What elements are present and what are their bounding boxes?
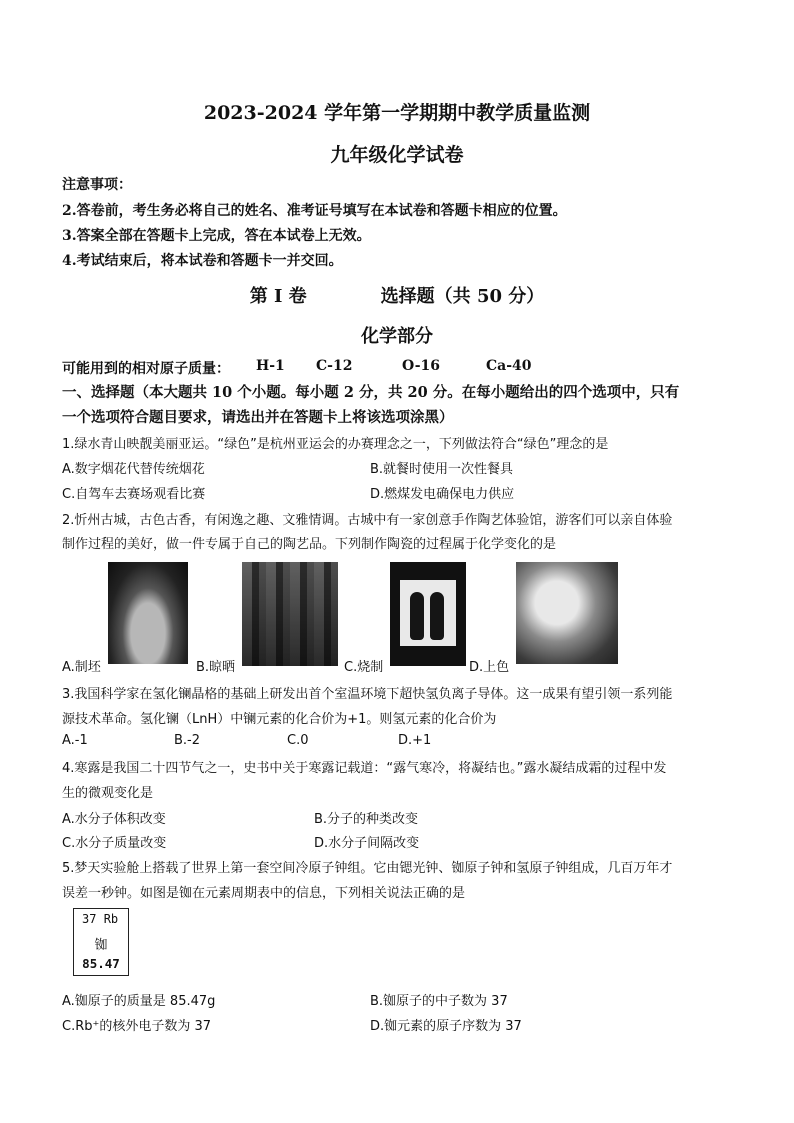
atomic-mass-item: Ca-40 — [486, 358, 532, 374]
question-1-option-d: D.燃煤发电确保电力供应 — [370, 487, 515, 502]
volume-part: 第 I 卷 — [249, 286, 307, 307]
note-item: 4.考试结束后，将本试卷和答题卡一并交回。 — [62, 253, 343, 269]
question-5-text: 5.梦天实验舱上搭载了世界上第一套空间冷原子钟组。它由锶光钟、铷原子钟和氢原子钟组成，几百万年才 — [62, 861, 673, 876]
question-1-option-b: B.就餐时使用一次性餐具 — [370, 462, 514, 477]
exam-title: 2023-2024 学年第一学期期中教学质量监测 — [203, 102, 591, 124]
question-2-option-b: B.晾晒 — [196, 660, 236, 675]
question-5-option-d: D.铷元素的原子序数为 37 — [370, 1019, 522, 1034]
element-number: 37 — [82, 912, 97, 926]
question-1-option-a: A.数字烟花代替传统烟花 — [62, 462, 205, 477]
question-2-text: 制作过程的美好，做一件专属于自己的陶艺品。下列制作陶瓷的过程属于化学变化的是 — [62, 537, 557, 552]
question-3-option-a: A.-1 — [62, 733, 88, 748]
question-3-option-d: D.+1 — [398, 733, 432, 748]
rubidium-element-card — [73, 908, 129, 976]
note-item: 3.答案全部在答题卡上完成，答在本试卷上无效。 — [62, 228, 371, 244]
question-2-option-a: A.制坯 — [62, 660, 101, 675]
element-number-symbol — [82, 912, 128, 926]
atomic-mass-item: H-1 — [256, 358, 285, 374]
atomic-mass-item: C-12 — [316, 358, 353, 374]
volume-name: 选择题（共 50 分） — [380, 286, 545, 307]
note-item: 2.答卷前，考生务必将自己的姓名、准考证号填写在本试卷和答题卡相应的位置。 — [62, 203, 567, 219]
pottery-painting-photo — [516, 562, 618, 664]
question-2-option-c: C.烧制 — [344, 660, 384, 675]
question-2-text: 2.忻州古城，古色古香，有闲逸之趣、文雅情调。古城中有一家创意手作陶艺体验馆，游客们可以亲自体验 — [62, 513, 673, 528]
element-name: 铷 — [94, 938, 108, 953]
question-5-option-c: C.Rb⁺的核外电子数为 37 — [62, 1019, 212, 1034]
section-title: 化学部分 — [361, 326, 433, 347]
question-5-text: 误差一秒钟。如图是铷在元素周期表中的信息，下列相关说法正确的是 — [62, 886, 466, 901]
question-1-text: 1.绿水青山映靓美丽亚运。“绿色”是杭州亚运会的办赛理念之一，下列做法符合“绿色”理念的是 — [62, 437, 609, 452]
question-1-option-c: C.自驾车去赛场观看比赛 — [62, 487, 206, 502]
question-3-option-c: C.0 — [287, 733, 309, 748]
question-3-option-b: B.-2 — [174, 733, 201, 748]
element-symbol: Rb — [103, 912, 119, 926]
notes-heading: 注意事项： — [62, 177, 132, 193]
question-2-option-d: D.上色 — [469, 660, 510, 675]
question-3-text: 源技术革命。氢化镧（LnH）中镧元素的化合价为+1。则氢元素的化合价为 — [62, 712, 497, 727]
question-4-option-d: D.水分子间隔改变 — [314, 836, 420, 851]
pottery-firing-photo — [390, 562, 466, 666]
vase-silhouette — [410, 592, 424, 640]
question-4-text: 4.寒露是我国二十四节气之一，史书中关于寒露记载道：“露气寒冷，将凝结也。”露水凝结成霜的过程中发 — [62, 761, 667, 776]
question-4-option-c: C.水分子质量改变 — [62, 836, 167, 851]
question-5-option-a: A.铷原子的质量是 85.47g — [62, 994, 216, 1009]
element-mass: 85.47 — [82, 956, 120, 971]
vase-silhouette — [430, 592, 444, 640]
atomic-mass-label: 可能用到的相对原子质量： — [62, 361, 230, 377]
instructions-line: 一个选项符合题目要求，请选出并在答题卡上将该选项涂黑） — [62, 409, 454, 426]
question-4-option-b: B.分子的种类改变 — [314, 812, 419, 827]
volume-heading — [0, 282, 794, 308]
instructions-line: 一、选择题（本大题共 10 个小题。每小题 2 分，共 20 分。在每小题给出的四个选项中，只有 — [62, 384, 680, 401]
question-4-text: 生的微观变化是 — [62, 786, 154, 801]
pottery-shaping-photo — [108, 562, 188, 664]
kiln-window — [400, 580, 456, 646]
atomic-mass-item: O-16 — [402, 358, 441, 374]
question-5-option-b: B.铷原子的中子数为 37 — [370, 994, 508, 1009]
exam-subtitle: 九年级化学试卷 — [330, 144, 464, 166]
question-3-text: 3.我国科学家在氢化镧晶格的基础上研发出首个室温环境下超快氢负离子导体。这一成果有望引领一系列能 — [62, 687, 673, 702]
question-4-option-a: A.水分子体积改变 — [62, 812, 166, 827]
pottery-drying-photo — [242, 562, 338, 666]
